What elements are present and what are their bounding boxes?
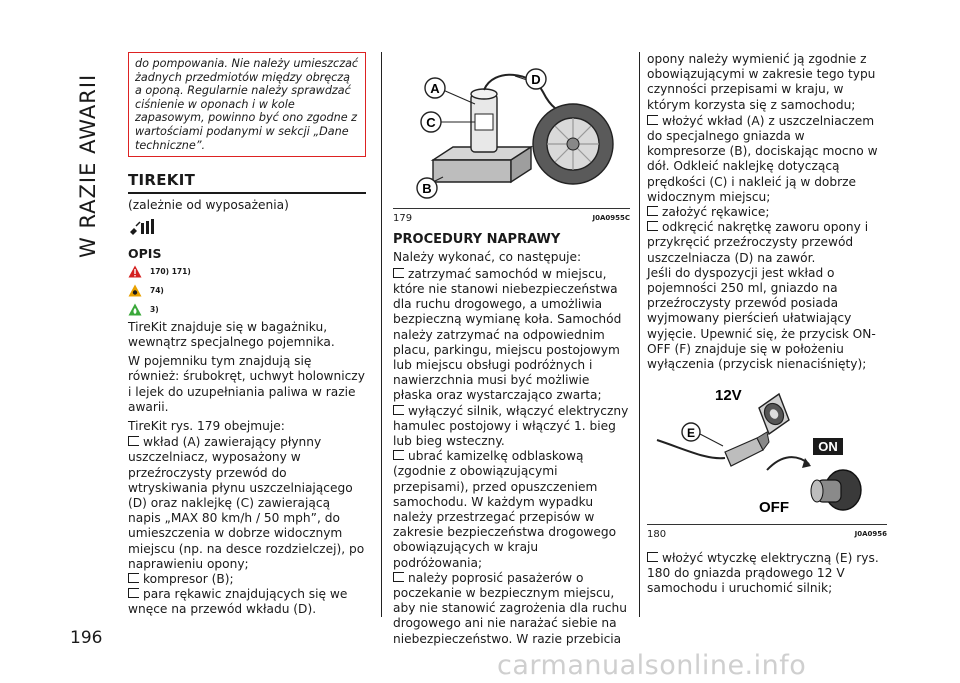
bullet-icon: [647, 552, 658, 562]
bullet-icon: [647, 221, 658, 231]
label-12v: 12V: [715, 387, 742, 405]
list-item-text: para rękawic znajdujących się we wnęce na przewód wkładu (D).: [128, 587, 348, 617]
bullet-icon: [393, 268, 404, 278]
column-divider: [381, 52, 382, 617]
figure-code: J0A0956: [854, 530, 887, 539]
figure-caption: [393, 208, 630, 226]
bullet-icon: [393, 405, 404, 415]
bullet-icon: [128, 588, 139, 598]
callout-d: D: [531, 72, 541, 87]
list-item: [647, 551, 887, 597]
list-item: [393, 449, 630, 571]
paragraph: W pojemniku tym znajdują się również: śrubokręt, uchwyt holowniczy i lejek do uzupełniania paliwa w razie awarii.: [128, 354, 365, 414]
figure-number: 179: [393, 213, 413, 225]
paragraph: Należy wykonać, co następuje:: [393, 249, 582, 264]
opis-heading: OPIS: [128, 245, 162, 261]
procedure-heading: PROCEDURY NAPRAWY: [393, 232, 561, 248]
section-title-vertical: [74, 36, 114, 256]
list-item-text: odkręcić nakrętkę zaworu opony i przykręcić przeźroczysty przewód uszczelniacza (D) na zawór.: [647, 220, 869, 265]
list-item-text: wkład (A) zawierający płynny uszczelniacz, wyposażony w przeźroczysty przewód do wtryskiwania płynu uszczelniającego (D) oraz naklejkę (C) zawierającą napis „MAX 80 km/h / 50 mph”, do umieszczenia w dobrze widocznym miejscu (np. na desce rozdzielczej), po naprawieniu opony;: [128, 435, 365, 571]
warning-ref-line: [128, 263, 366, 281]
warning-box: do pompowania. Nie należy umieszczać żadnych przedmiotów między obręczą a oponą. Regularnie należy sprawdzać ciśnienie w oponach i w kole zapasowym, powinno być ono zgodne z wartościami podanymi w sekcji „Dane techniczne”.: [128, 52, 366, 157]
heading-rule: [128, 192, 366, 194]
column-divider: [639, 52, 640, 617]
caution-triangle-icon: [128, 284, 142, 297]
paragraph: TireKit znajduje się w bagażniku, wewnątrz specjalnego pojemnika.: [128, 319, 335, 349]
power-socket-illustration: [647, 380, 887, 520]
list-item: [128, 572, 366, 587]
ref-caution: 74): [150, 286, 164, 296]
ref-environment: 3): [150, 305, 159, 315]
availability-note: (zależnie od wyposażenia): [128, 198, 289, 213]
paragraph: Jeśli do dyspozycji jest wkład o pojemności 250 ml, gniazdo na przeźroczysty przewód posiada wyjmowany pierścień ułatwiający wyjęcie. Upewnić się, że przycisk ON-OFF (F) znajduje się w położeniu wyłączenia (przycisk nienaciśnięty);: [647, 265, 876, 372]
figure-code: J0A0955C: [592, 214, 630, 223]
list-item: [393, 571, 630, 647]
list-item: [393, 267, 630, 404]
list-item: [128, 435, 366, 572]
list-item-text: ubrać kamizelkę odblaskową (zgodnie z obowiązującymi przepisami), przed opuszczeniem samochodu. W każdym wypadku należy przestrzegać przepisów w zakresie bezpieczeństwa drogowego obowiązujących w kraju podróżowania;: [393, 449, 617, 570]
caution-ref-line: [128, 282, 366, 300]
column-2: [393, 52, 630, 647]
bullet-icon: [393, 450, 404, 460]
figure-number: 180: [647, 529, 667, 541]
column-1: [128, 52, 366, 618]
callout-c: C: [426, 115, 436, 130]
page-number: 196: [70, 628, 103, 648]
list-item: [647, 114, 887, 205]
ref-danger: 170) 171): [150, 267, 191, 277]
figure-180: [647, 380, 887, 542]
danger-triangle-icon: [128, 265, 142, 278]
figure-179: [393, 52, 630, 226]
section-title: W RAZIE AWARII: [76, 73, 100, 258]
paragraph: TireKit rys. 179 obejmuje:: [128, 418, 285, 433]
paragraph: opony należy wymienić ją zgodnie z obowiązującymi w zakresie tego typu czynności przepisami w kraju, w którym korzysta się z samochodu;: [647, 52, 876, 112]
list-item-text: zatrzymać samochód w miejscu, które nie stanowi niebezpieczeństwa dla ruchu drogowego, a umożliwia bezpieczną wymianę koła. Samochód należy zatrzymać na odpowiednim placu, parkingu, miejscu postojowym lub miejscu obsługi podróżnych i nawierzchnia musi być możliwie płaska oraz wystarczająco zwarta;: [393, 266, 622, 403]
equipment-symbol-icon: [128, 218, 366, 238]
bullet-icon: [128, 573, 139, 583]
figure-caption: [647, 524, 887, 542]
list-item-text: założyć rękawice;: [662, 205, 770, 220]
list-item-text: należy poprosić pasażerów o poczekanie w bezpiecznym miejscu, aby nie stanowić zagrożenia dla ruchu drogowego ani nie narażać siebie na niebezpieczeństwo. W razie przebicia: [393, 570, 627, 646]
label-off: OFF: [759, 499, 789, 517]
callout-a: A: [430, 81, 440, 96]
list-item-text: włożyć wtyczkę elektryczną (E) rys. 180 do gniazda prądowego 12 V samochodu i uruchomić silnik;: [647, 550, 879, 596]
list-item: [647, 205, 887, 220]
list-item-text: wyłączyć silnik, włączyć elektryczny hamulec postojowy i włączyć 1. bieg lub bieg wsteczny.: [393, 403, 629, 449]
bullet-icon: [128, 436, 139, 446]
environment-triangle-icon: [128, 303, 142, 316]
list-item-text: włożyć wkład (A) z uszczelniaczem do specjalnego gniazda w kompresorze (B), dociskając mocno w dół. Odkleić naklejkę dotyczącą prędkości (C) i nakleić ją w dobrze widocznym miejscu;: [647, 113, 878, 204]
bullet-icon: [647, 115, 658, 125]
environment-ref-line: [128, 301, 366, 319]
bullet-icon: [393, 572, 404, 582]
callout-b: B: [422, 181, 432, 196]
column-3: [647, 52, 887, 596]
watermark: carmanualsonline.info: [497, 650, 807, 681]
label-on: ON: [818, 439, 838, 455]
callout-e: E: [686, 426, 696, 441]
tirekit-heading: TIREKIT: [128, 171, 196, 190]
tirekit-illustration: [393, 52, 630, 204]
bullet-icon: [647, 206, 658, 216]
list-item: [647, 220, 887, 266]
list-item: [393, 404, 630, 450]
list-item-text: kompresor (B);: [143, 572, 234, 587]
list-item: [128, 587, 366, 617]
